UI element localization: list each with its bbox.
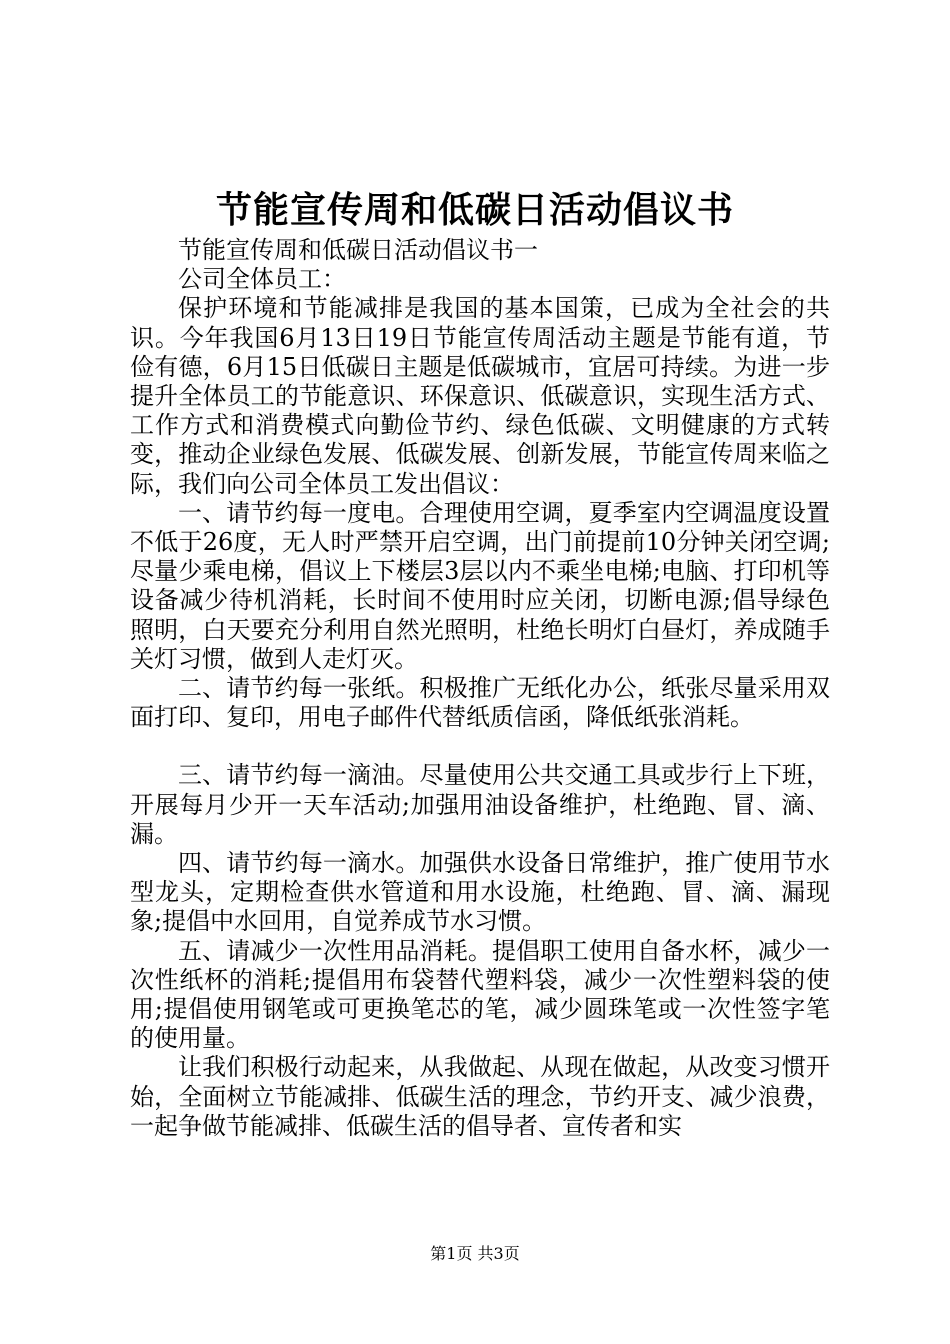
oil-paragraph: 三、请节约每一滴油。尽量使用公共交通工具或步行上下班，开展每月少开一天车活动;加强用油设备维护，杜绝跑、冒、滴、漏。	[130, 761, 830, 848]
salutation-paragraph: 公司全体员工：	[178, 265, 346, 294]
closing-paragraph: 让我们积极行动起来，从我做起、从现在做起，从改变习惯开始，全面树立节能减排、低碳生活的理念，节约开支、减少浪费，一起争做节能减排、低碳生活的倡导者、宣传者和实	[130, 1053, 830, 1140]
document-title: 节能宣传周和低碳日活动倡议书	[215, 189, 734, 231]
page-number-footer: 第1页 共3页	[430, 1244, 520, 1263]
paper-paragraph: 二、请节约每一张纸。积极推广无纸化办公，纸张尽量采用双面打印、复印，用电子邮件代替纸质信函，降低纸张消耗。	[130, 674, 830, 732]
disposables-paragraph: 五、请减少一次性用品消耗。提倡职工使用自备水杯，减少一次性纸杯的消耗;提倡用布袋替代塑料袋，减少一次性塑料袋的使用;提倡使用钢笔或可更换笔芯的笔，减少圆珠笔或一次性签字笔的使用量。	[130, 936, 830, 1053]
subtitle-paragraph: 节能宣传周和低碳日活动倡议书一	[178, 236, 538, 264]
document-body	[130, 236, 830, 1141]
electricity-paragraph: 一、请节约每一度电。合理使用空调，夏季室内空调温度设置不低于26度，无人时严禁开启空调，出门前提前10分钟关闭空调;尽量少乘电梯，倡议上下楼层3层以内不乘坐电梯;电脑、打印机等设备减少待机消耗，长时间不使用时应关闭，切断电源;倡导绿色照明，白天要充分利用自然光照明，杜绝长明灯白昼灯，养成随手关灯习惯，做到人走灯灭。	[130, 498, 830, 673]
intro-paragraph: 保护环境和节能减排是我国的基本国策，已成为全社会的共识。今年我国6月13日19日节能宣传周活动主题是节能有道，节俭有德，6月15日低碳日主题是低碳城市，宜居可持续。为进一步提升全体员工的节能意识、环保意识、低碳意识，实现生活方式、工作方式和消费模式向勤俭节约、绿色低碳、文明健康的方式转变，推动企业绿色发展、低碳发展、创新发展，节能宣传周来临之际，我们向公司全体员工发出倡议：	[130, 294, 830, 498]
water-paragraph: 四、请节约每一滴水。加强供水设备日常维护，推广使用节水型龙头，定期检查供水管道和用水设施，杜绝跑、冒、滴、漏现象;提倡中水回用，自觉养成节水习惯。	[130, 849, 830, 936]
